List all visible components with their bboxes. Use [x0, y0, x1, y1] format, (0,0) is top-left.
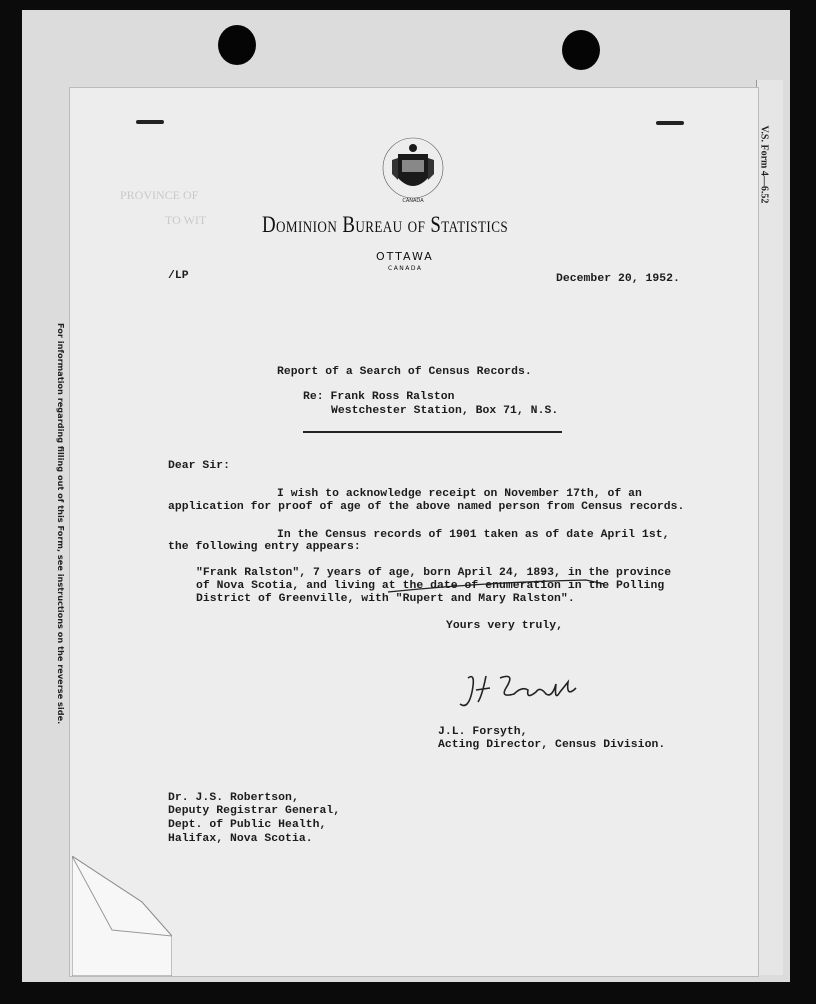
quote-text: of Nova Scotia, and living at the date of enumeration in the Polling — [196, 580, 665, 592]
handwritten-underline — [386, 576, 646, 600]
department-seal-icon — [380, 134, 446, 206]
punch-hole — [562, 30, 600, 70]
signature-icon — [456, 668, 586, 718]
re-address: Westchester Station, Box 71, N.S. — [331, 405, 559, 417]
form-instruction-text: For information regarding filling out of this Form, see instructions on the reverse side. — [56, 323, 66, 725]
ghost-text: TO WIT — [165, 213, 207, 227]
punch-hole — [218, 25, 256, 65]
folded-corner — [72, 856, 172, 976]
organization-name: Dominion Bureau of Statistics — [262, 212, 509, 237]
form-instruction — [52, 325, 70, 735]
ghost-text: PROVINCE OF — [120, 188, 199, 202]
signer-name: J.L. Forsyth, — [438, 726, 528, 738]
form-number-text: V.S. Form 4—6.52 — [758, 125, 770, 204]
country: CANADA — [388, 265, 423, 272]
staple — [656, 121, 684, 125]
svg-text:CANADA: CANADA — [402, 198, 424, 204]
salutation: Dear Sir: — [168, 460, 230, 472]
re-line: Re: Frank Ross Ralston — [303, 391, 455, 403]
quote-text: District of Greenville, with "Rupert and Mary Ralston". — [196, 593, 575, 605]
reference-code: /LP — [168, 270, 189, 282]
paragraph-text: In the Census records of 1901 taken as of date April 1st, — [277, 529, 670, 541]
subject-line: Report of a Search of Census Records. — [277, 366, 532, 378]
recipient-line: Dr. J.S. Robertson, — [168, 792, 299, 804]
paragraph-text: the following entry appears: — [168, 541, 361, 553]
paragraph-text: I wish to acknowledge receipt on November 17th, of an — [277, 488, 642, 500]
recipient-line: Deputy Registrar General, — [168, 805, 341, 817]
signer-title: Acting Director, Census Division. — [438, 739, 666, 751]
recipient-line: Halifax, Nova Scotia. — [168, 833, 313, 845]
quote-text: "Frank Ralston", 7 years of age, born April 24, 1893, in the province — [196, 567, 672, 579]
divider — [303, 431, 562, 433]
closing: Yours very truly, — [446, 620, 564, 632]
paragraph-text: application for proof of age of the above named person from Census records. — [168, 501, 685, 513]
letter-date: December 20, 1952. — [556, 273, 680, 285]
city: OTTAWA — [376, 250, 434, 263]
recipient-line: Dept. of Public Health, — [168, 819, 327, 831]
staple — [136, 120, 164, 124]
